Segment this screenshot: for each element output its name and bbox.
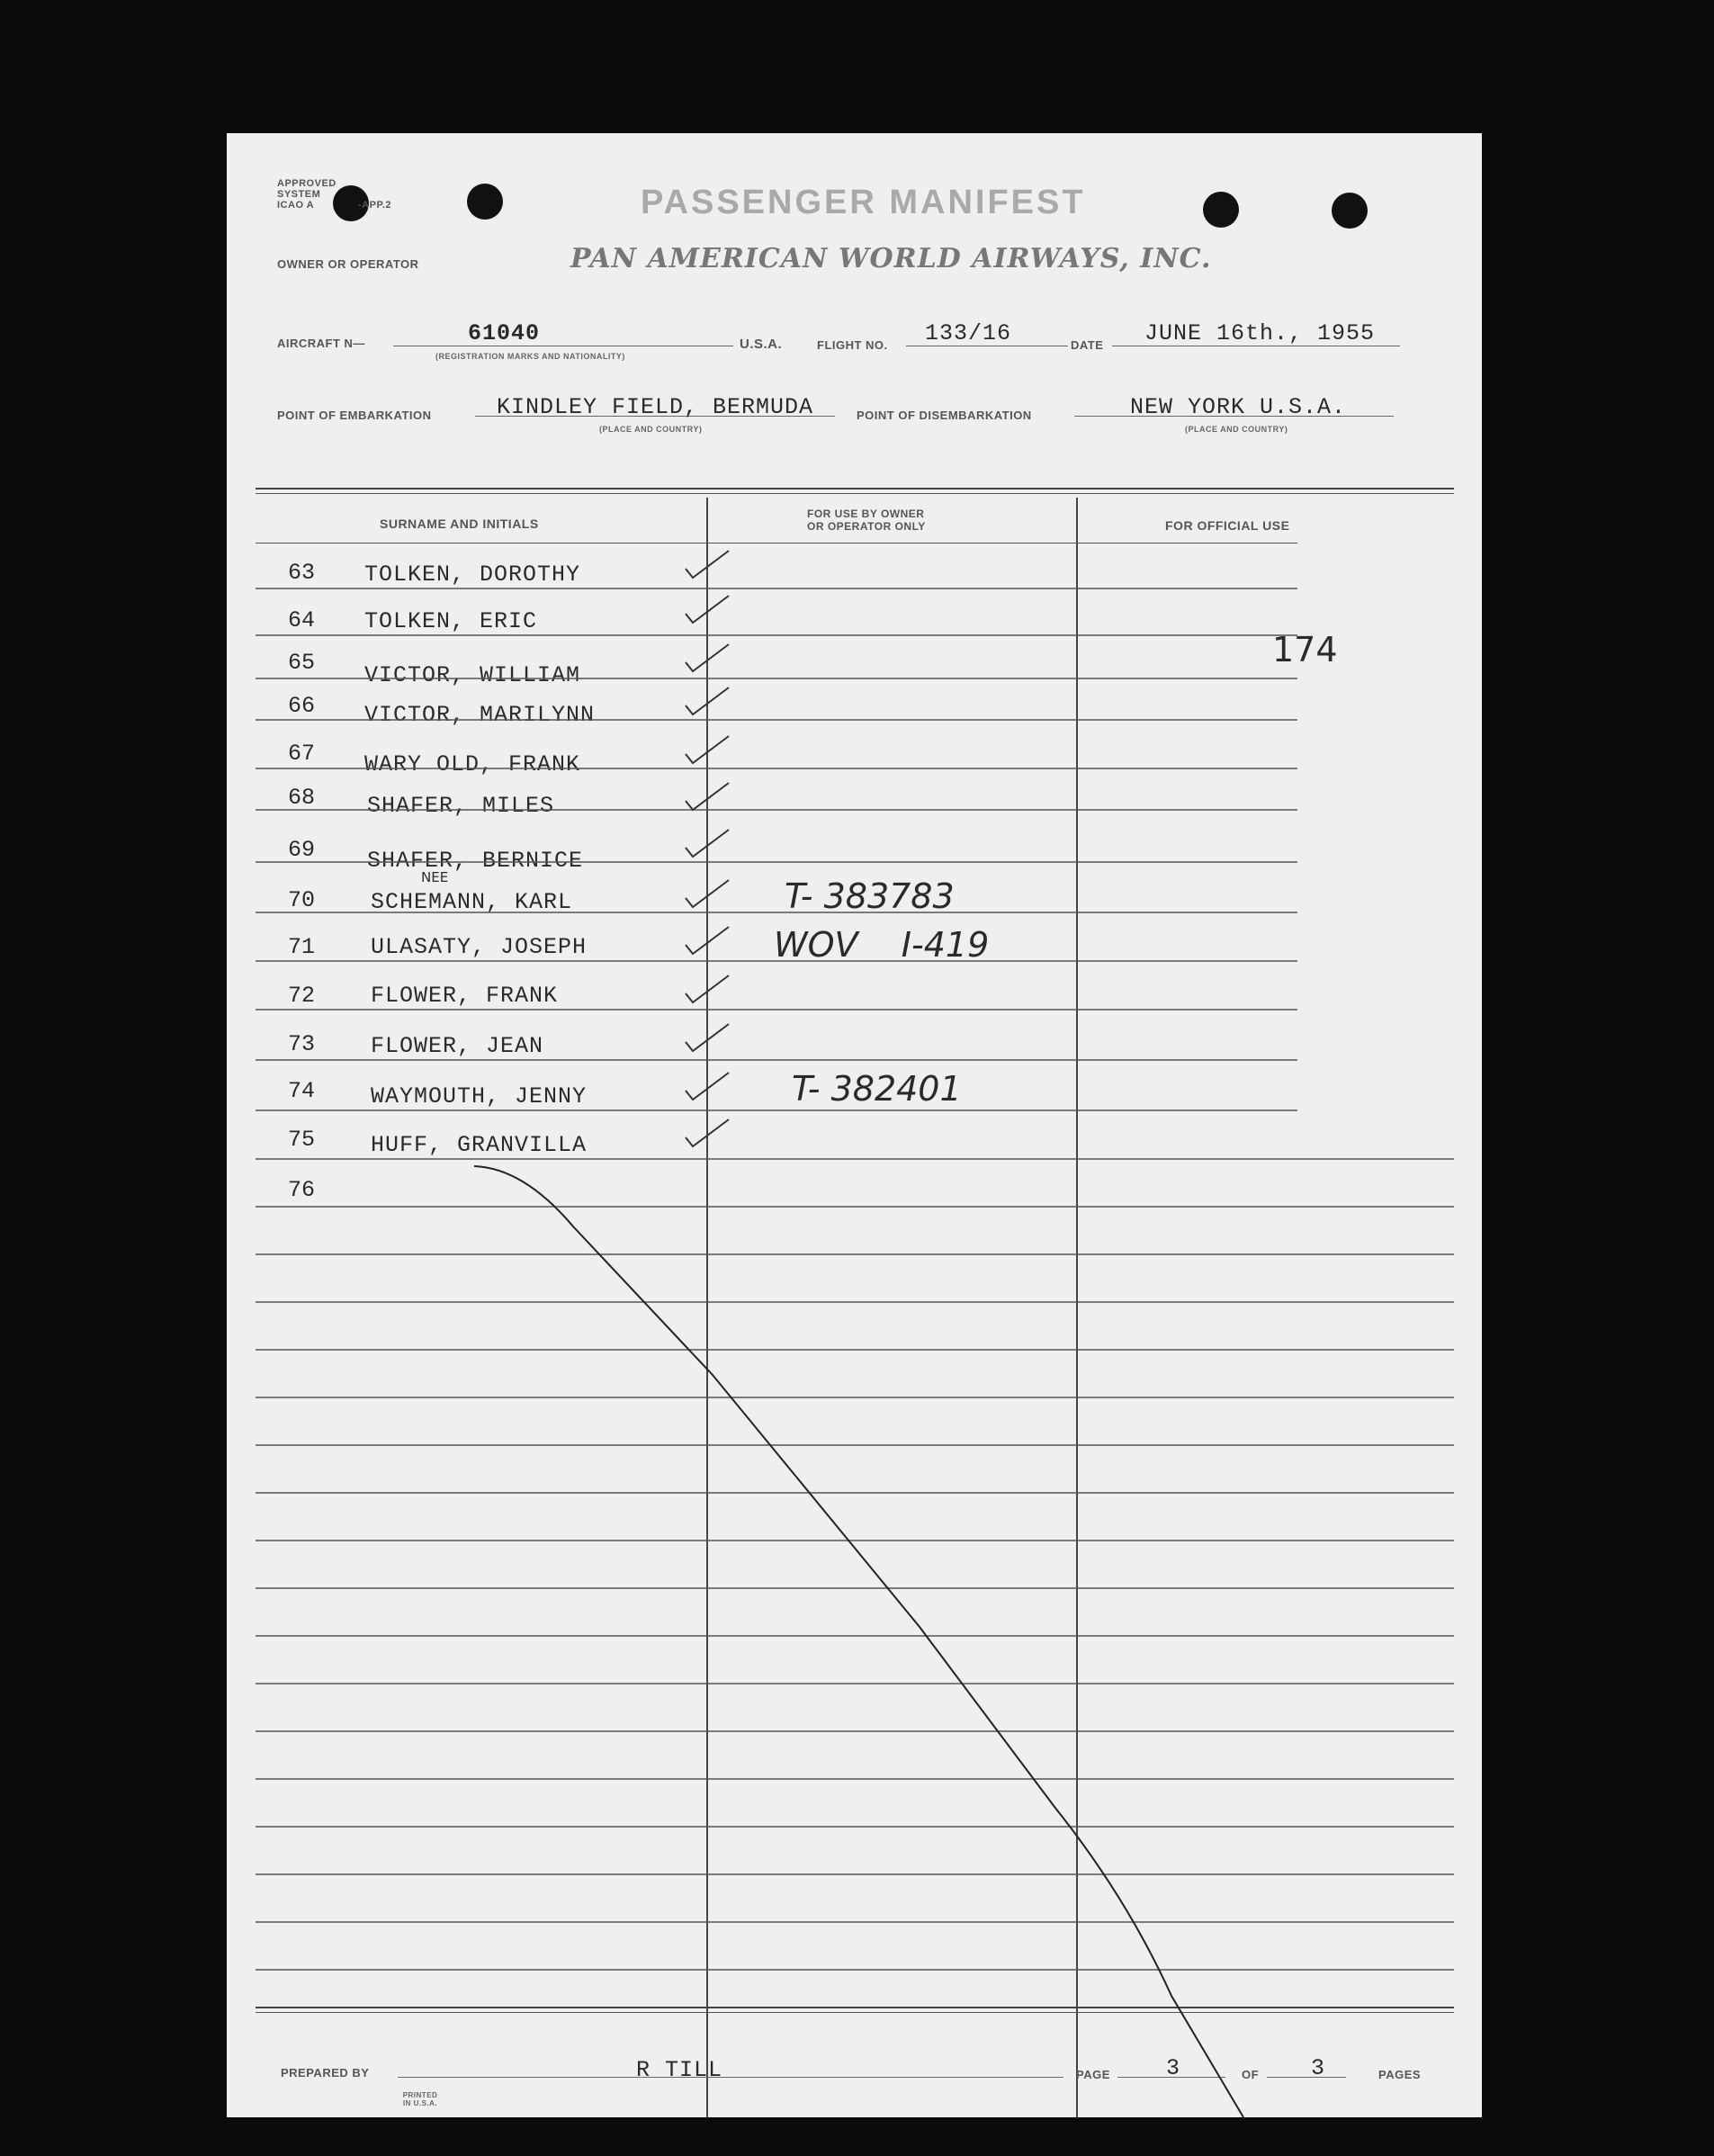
passenger-name: SHAFER, MILES — [367, 793, 555, 819]
owner-note: WOV I-419 — [774, 925, 990, 965]
row-number: 75 — [288, 1127, 316, 1153]
owner-note: T- 383783 — [785, 876, 955, 916]
prepared-value: R TILL — [636, 2057, 723, 2083]
column-divider — [706, 498, 708, 2117]
page-label: PAGE — [1076, 2068, 1110, 2081]
row-number: 64 — [288, 607, 316, 633]
row-number: 74 — [288, 1078, 316, 1104]
passenger-name: VICTOR, WILLIAM — [364, 662, 581, 688]
disembark-value: NEW YORK U.S.A. — [1130, 394, 1347, 420]
row-number: 68 — [288, 785, 316, 811]
approval-line: -APP.2 — [358, 200, 392, 211]
row-number: 71 — [288, 934, 316, 960]
date-value: JUNE 16th., 1955 — [1144, 320, 1376, 346]
table-top-rule — [256, 488, 1454, 490]
column-header-official-use: FOR OFFICIAL USE — [1165, 518, 1290, 533]
approval-line: ICAO A — [277, 200, 315, 211]
passenger-name: ULASATY, JOSEPH — [371, 934, 588, 960]
column-header-surname: SURNAME AND INITIALS — [380, 517, 539, 531]
flight-value: 133/16 — [925, 320, 1012, 346]
row-number: 66 — [288, 693, 316, 719]
pages-label: PAGES — [1378, 2068, 1422, 2081]
page-value: 3 — [1166, 2055, 1181, 2081]
passenger-name: HUFF, GRANVILLA — [371, 1132, 588, 1158]
approval-line: SYSTEM — [277, 189, 321, 200]
passenger-name: WARY OLD, FRANK — [364, 751, 581, 777]
printed-stamp: PRINTED IN U.S.A. — [402, 2091, 438, 2107]
disembark-label: POINT OF DISEMBARKATION — [857, 409, 1032, 422]
owner-label: OWNER OR OPERATOR — [277, 257, 419, 271]
passenger-name: FLOWER, JEAN — [371, 1033, 544, 1059]
punch-hole — [1203, 192, 1239, 228]
column-divider — [1076, 498, 1078, 2117]
prepared-label: PREPARED BY — [281, 2066, 370, 2080]
table-bottom-rule — [256, 2012, 1454, 2013]
aircraft-label: AIRCRAFT N— — [277, 337, 365, 350]
manifest-sheet — [227, 133, 1482, 2117]
column-header-owner-use: FOR USE BY OWNER — [807, 508, 925, 520]
punch-hole — [467, 184, 503, 220]
table-top-rule — [256, 493, 1454, 494]
row-number: 65 — [288, 650, 316, 676]
prepared-underline — [398, 2077, 1063, 2078]
row-number: 73 — [288, 1031, 316, 1057]
total-underline — [1267, 2077, 1346, 2078]
approval-note — [277, 178, 391, 211]
passenger-name: TOLKEN, DOROTHY — [364, 561, 581, 588]
date-label: DATE — [1071, 338, 1104, 352]
owner-value: PAN AMERICAN WORLD AIRWAYS, INC. — [570, 243, 1212, 274]
page-title: PASSENGER MANIFEST — [641, 184, 1086, 221]
embark-label: POINT OF EMBARKATION — [277, 409, 432, 422]
punch-hole — [1332, 193, 1368, 229]
passenger-name: WAYMOUTH, JENNY — [371, 1083, 588, 1109]
passenger-name: SHAFER, BERNICE — [367, 848, 584, 874]
table-bottom-rule — [256, 2007, 1454, 2008]
total-value: 3 — [1311, 2055, 1326, 2081]
form-lines-overlay — [227, 133, 1482, 2117]
disembark-caption: (PLACE AND COUNTRY) — [1185, 425, 1288, 434]
of-label: OF — [1242, 2068, 1260, 2081]
row-number: 63 — [288, 560, 316, 586]
passenger-name: SCHEMANN, KARL — [371, 889, 573, 915]
void-line — [474, 1166, 1243, 2117]
column-header-owner-use: OR OPERATOR ONLY — [807, 520, 926, 533]
row-number: 70 — [288, 887, 316, 913]
passenger-name: VICTOR, MARILYNN — [364, 702, 596, 728]
passenger-name: TOLKEN, ERIC — [364, 608, 538, 634]
name-correction: NEE — [421, 869, 449, 885]
aircraft-caption: (REGISTRATION MARKS AND NATIONALITY) — [435, 352, 625, 361]
owner-note: T- 382401 — [792, 1069, 962, 1109]
embark-value: KINDLEY FIELD, BERMUDA — [497, 394, 814, 420]
aircraft-value: 61040 — [468, 320, 541, 346]
row-number: 76 — [288, 1177, 316, 1203]
approval-line: APPROVED — [277, 178, 337, 189]
official-note: 174 — [1272, 630, 1338, 669]
passenger-name: FLOWER, FRANK — [371, 983, 559, 1009]
row-number: 72 — [288, 983, 316, 1009]
row-number: 69 — [288, 837, 316, 863]
embark-caption: (PLACE AND COUNTRY) — [599, 425, 703, 434]
flight-label: FLIGHT NO. — [817, 338, 888, 352]
usa-label: U.S.A. — [740, 337, 783, 352]
row-number: 67 — [288, 741, 316, 767]
